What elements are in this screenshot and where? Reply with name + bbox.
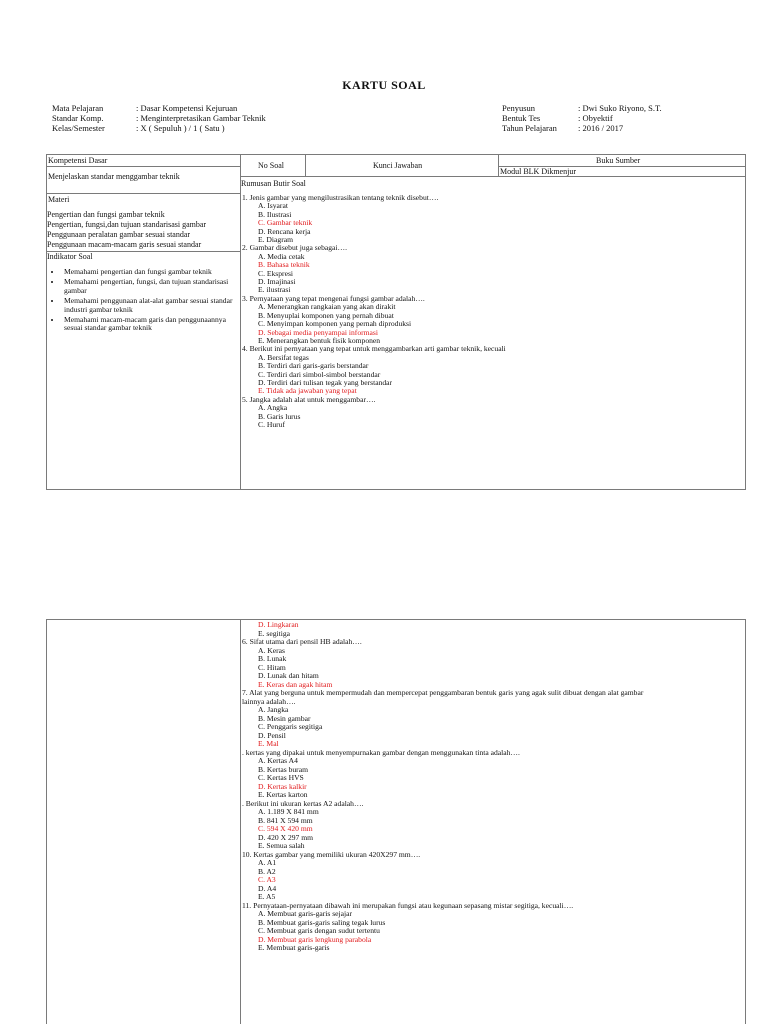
answer-option-correct: B. Bahasa teknik bbox=[258, 260, 310, 270]
kompetensi-dasar-label: Kompetensi Dasar bbox=[48, 156, 108, 165]
answer-option-correct: E. Tidak ada jawaban yang tepat bbox=[258, 386, 357, 396]
answer-option: D. A4 bbox=[258, 883, 277, 893]
answer-option-correct: D. Sebagai media penyampai informasi bbox=[258, 327, 378, 337]
indikator-label: Indikator Soal bbox=[47, 252, 93, 261]
question-text: 6. Sifat utama dari pensil HB adalah…. bbox=[242, 637, 362, 646]
table2-border-right bbox=[745, 619, 746, 1024]
buku-sumber-header: Buku Sumber bbox=[596, 156, 641, 165]
answer-option: A. Membuat garis-garis sejajar bbox=[258, 909, 353, 918]
indikator-item: • Memahami penggunaan alat-alat gambar sesuai standar industri gambar teknik bbox=[62, 297, 240, 314]
table-column-divider bbox=[305, 154, 306, 176]
materi-item: Pengertian dan fungsi gambar teknik bbox=[47, 210, 165, 219]
header-value: : X ( Sepuluh ) / 1 ( Satu ) bbox=[136, 123, 225, 133]
answer-option: D. Lunak dan hitam bbox=[258, 671, 319, 680]
answer-option: B. Mesin gambar bbox=[258, 713, 311, 723]
question-text: 11. Pernyataan-pernyataan dibawah ini merupakan fungsi atau kegunaan sepasang mistar segitiga, kecuali…. bbox=[242, 900, 574, 910]
answer-option: B. Kertas buram bbox=[258, 764, 308, 774]
header-row bbox=[502, 103, 662, 113]
header-row bbox=[502, 123, 662, 133]
table-border-left bbox=[46, 154, 47, 490]
table-row-divider bbox=[240, 176, 746, 177]
answer-option: C. Membuat garis dengan sudut tertentu bbox=[258, 926, 380, 935]
answer-option: A. Media cetak bbox=[258, 251, 305, 261]
question-text: 3. Pernyataan yang tepat mengenai fungsi gambar adalah…. bbox=[242, 293, 425, 303]
answer-option: E. segitiga bbox=[258, 628, 291, 638]
answer-option: D. Rencana kerja bbox=[258, 226, 311, 236]
answer-option-correct: D. Membuat garis lengkung parabola bbox=[258, 934, 372, 944]
answer-option: A. 1.189 X 841 mm bbox=[258, 807, 319, 816]
header-right bbox=[502, 103, 662, 133]
answer-option-correct: C. A3 bbox=[258, 875, 276, 884]
header-row bbox=[52, 113, 266, 123]
header-value: : Menginterpretasikan Gambar Teknik bbox=[136, 113, 266, 123]
answer-option: E. ilustrasi bbox=[258, 285, 291, 295]
header-label: Tahun Pelajaran bbox=[502, 123, 557, 133]
answer-option: D. Pensil bbox=[258, 730, 286, 740]
question-text: 1. Jenis gambar yang mengilustrasikan tentang teknik disebut…. bbox=[242, 193, 439, 202]
question-text: . kertas yang dipakai untuk menyempurnakan gambar dengan menggunakan tinta adalah…. bbox=[242, 747, 520, 757]
answer-option: D. 420 X 297 mm bbox=[258, 832, 314, 842]
table2-border-top bbox=[46, 619, 746, 620]
answer-option: C. Kertas HVS bbox=[258, 773, 304, 782]
header-value: : 2016 / 2017 bbox=[578, 123, 624, 133]
answer-option: A. Isyarat bbox=[258, 201, 288, 211]
materi-item: Pengertian, fungsi,dan tujuan standarisasi gambar bbox=[47, 220, 207, 229]
table-column-divider bbox=[498, 154, 499, 176]
table2-column-divider bbox=[240, 619, 241, 1024]
header-row bbox=[52, 123, 266, 133]
header-row bbox=[52, 103, 266, 113]
rumusan-butir-soal: Rumusan Butir Soal bbox=[241, 179, 306, 188]
answer-option: D. Terdiri dari tulisan tegak yang berstandar bbox=[258, 377, 393, 387]
question-text: 2. Gambar disebut juga sebagai…. bbox=[242, 243, 348, 253]
answer-option: B. Ilustrasi bbox=[258, 209, 292, 219]
header-left bbox=[52, 103, 266, 133]
answer-option: C. Menyimpan komponen yang pernah diproduksi bbox=[258, 319, 412, 329]
question-text: 4. Berikut ini pernyataan yang tepat untuk menggambarkan arti gambar teknik, kecuali bbox=[242, 344, 506, 354]
kunci-jawaban-header: Kunci Jawaban bbox=[373, 161, 423, 170]
indikator-item: • Memahami macam-macam garis dan penggunaannya sesuai standar gambar teknik bbox=[62, 316, 240, 333]
answer-option: A. Jangka bbox=[258, 705, 289, 714]
header-value: : Dasar Kompetensi Kejuruan bbox=[136, 103, 238, 113]
answer-option: A. Kertas A4 bbox=[258, 756, 298, 765]
table2-border-left bbox=[46, 619, 47, 1024]
answer-option: A. Menerangkan rangkaian yang akan dirakit bbox=[258, 302, 396, 312]
answer-option: A. Keras bbox=[258, 645, 285, 655]
answer-option-correct: C. Gambar teknik bbox=[258, 218, 313, 228]
materi-item: Penggunaan peralatan gambar sesuai standar bbox=[47, 230, 191, 239]
answer-option: E. Menerangkan bentuk fisik komponen bbox=[258, 335, 381, 345]
header-label: Mata Pelajaran bbox=[52, 103, 104, 113]
answer-option: A. Bersifat tegas bbox=[258, 352, 309, 362]
answer-option: E. Diagram bbox=[258, 235, 294, 245]
answer-option: C. Ekspresi bbox=[258, 268, 294, 278]
answer-option: B. Membuat garis-garis saling tegak lurus bbox=[258, 917, 386, 927]
table-column-divider bbox=[240, 154, 241, 490]
page-title: KARTU SOAL bbox=[342, 78, 426, 92]
materi-item: Penggunaan macam-macam garis sesuai standar bbox=[47, 240, 202, 249]
materi-label: Materi bbox=[48, 195, 70, 204]
answer-option: E. Membuat garis-garis bbox=[258, 943, 330, 952]
indikator-item: • Memahami pengertian, fungsi, dan tujuan standarisasi gambar bbox=[62, 278, 240, 295]
question-text: lainnya adalah…. bbox=[242, 696, 296, 706]
header-label: Penyusun bbox=[502, 103, 536, 113]
answer-option: C. Hitam bbox=[258, 662, 286, 672]
answer-option: A. Angka bbox=[258, 403, 288, 413]
header-label: Standar Komp. bbox=[52, 113, 104, 123]
table-border-right bbox=[745, 154, 746, 490]
answer-option: E. A5 bbox=[258, 892, 276, 901]
answer-option-correct: D. Kertas kalkir bbox=[258, 781, 307, 791]
answer-option: B. Lunak bbox=[258, 654, 287, 663]
answer-option: B. Menyuplai komponen yang pernah dibuat bbox=[258, 310, 394, 320]
header-value: : Obyektif bbox=[578, 113, 613, 123]
answer-option-correct: C. 594 X 420 mm bbox=[258, 824, 313, 833]
table-border-top bbox=[46, 154, 746, 155]
answer-option: C. Huruf bbox=[258, 419, 285, 429]
question-text: . Berikut ini ukuran kertas A2 adalah…. bbox=[242, 798, 364, 808]
table-row-divider bbox=[46, 166, 241, 167]
buku-sumber-value: Modul BLK Dikmenjur bbox=[500, 167, 576, 176]
kompetensi-dasar-value: Menjelaskan standar menggambar teknik bbox=[48, 172, 180, 181]
header-value: : Dwi Suko Riyono, S.T. bbox=[578, 103, 662, 113]
answer-option: E. Kertas karton bbox=[258, 790, 308, 799]
answer-option: A. A1 bbox=[258, 858, 277, 867]
answer-option-correct: E. Keras dan agak hitam bbox=[258, 679, 333, 689]
answer-option: E. Semua salah bbox=[258, 841, 305, 850]
answer-option: B. 841 X 594 mm bbox=[258, 815, 313, 825]
question-text: 10. Kertas gambar yang memiliki ukuran 420X297 mm…. bbox=[242, 849, 421, 859]
answer-option: B. Garis lurus bbox=[258, 411, 301, 421]
answer-option: B. A2 bbox=[258, 866, 276, 876]
header-label: Bentuk Tes bbox=[502, 113, 541, 123]
question-text: 7. Alat yang berguna untuk mempermudah dan mempercepat penggambaran bentuk garis yang agak sulit dibuat dengan alat gambar bbox=[242, 688, 644, 697]
header-label: Kelas/Semester bbox=[52, 123, 105, 133]
answer-option-correct: E. Mal bbox=[258, 739, 279, 748]
answer-option: C. Terdiri dari simbol-simbol berstandar bbox=[258, 369, 381, 379]
no-soal-header: No Soal bbox=[258, 161, 284, 170]
answer-option: B. Terdiri dari garis-garis berstandar bbox=[258, 361, 369, 371]
indikator-item: • Memahami pengertian dan fungsi gambar teknik bbox=[62, 268, 240, 276]
question-text: 5. Jangka adalah alat untuk menggambar…. bbox=[242, 394, 376, 404]
answer-option: D. Imajinasi bbox=[258, 277, 296, 287]
question-list bbox=[242, 194, 506, 429]
header-row bbox=[502, 113, 662, 123]
table-row-divider bbox=[46, 193, 241, 194]
answer-option: C. Penggaris segitiga bbox=[258, 722, 323, 731]
indikator-list bbox=[62, 268, 240, 335]
answer-option-correct: D. Lingkaran bbox=[258, 620, 299, 629]
table-border-bottom bbox=[46, 489, 746, 490]
question-list-continued bbox=[242, 621, 643, 953]
